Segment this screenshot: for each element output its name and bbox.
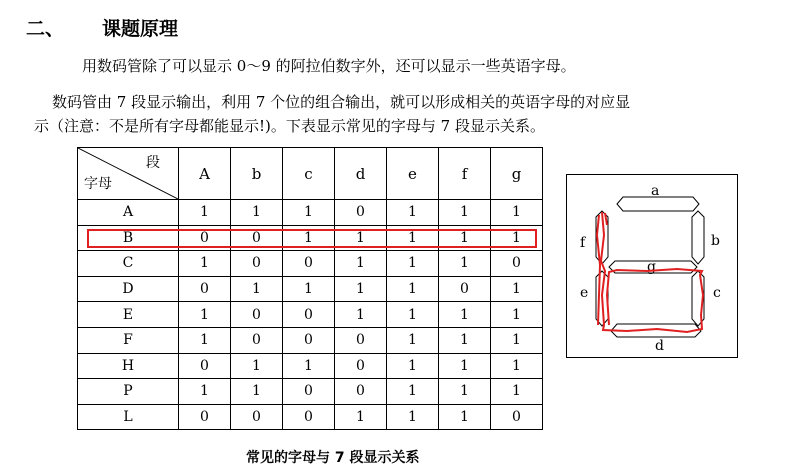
segment-value-cell: 1 xyxy=(491,225,543,251)
paragraph-explanation-line2: 示（注意：不是所有字母都能显示!)。下表显示常见的字母与 7 段显示关系。 xyxy=(34,117,545,135)
row-letter-cell: H xyxy=(78,353,179,379)
segment-value-cell: 1 xyxy=(179,200,231,226)
segment-value-cell: 0 xyxy=(283,302,335,328)
segment-value-cell: 1 xyxy=(387,276,439,302)
segment-value-cell: 1 xyxy=(491,327,543,353)
segment-f-label: f xyxy=(580,235,586,251)
segment-value-cell: 1 xyxy=(335,302,387,328)
corner-segment-label: 段 xyxy=(146,155,160,171)
segment-value-cell: 0 xyxy=(179,276,231,302)
segment-value-cell: 0 xyxy=(179,225,231,251)
segment-g-label: g xyxy=(647,259,656,275)
segment-value-cell: 1 xyxy=(439,327,491,353)
segment-value-cell: 1 xyxy=(335,225,387,251)
column-header-b: b xyxy=(231,148,283,200)
segment-value-cell: 0 xyxy=(179,404,231,430)
segment-value-cell: 1 xyxy=(335,276,387,302)
segment-value-cell: 1 xyxy=(283,353,335,379)
row-letter-cell: P xyxy=(78,379,179,405)
column-header-A: A xyxy=(179,148,231,200)
segment-e-label: e xyxy=(580,285,589,301)
segment-value-cell: 1 xyxy=(179,251,231,277)
column-header-c: c xyxy=(283,148,335,200)
segment-value-cell: 0 xyxy=(231,225,283,251)
corner-letter-label: 字母 xyxy=(84,176,112,192)
segment-value-cell: 1 xyxy=(491,276,543,302)
section-title: 课题原理 xyxy=(102,18,179,40)
segment-value-cell: 1 xyxy=(439,302,491,328)
table-row xyxy=(78,276,543,302)
segment-value-cell: 1 xyxy=(439,225,491,251)
segment-value-cell: 1 xyxy=(231,353,283,379)
segment-a-label: a xyxy=(651,183,660,199)
segment-value-cell: 0 xyxy=(231,251,283,277)
segment-value-cell: 1 xyxy=(387,225,439,251)
segment-value-cell: 1 xyxy=(179,302,231,328)
paragraph-intro: 用数码管除了可以显示 0～9 的阿拉伯数字外，还可以显示一些英语字母。 xyxy=(82,57,576,75)
segment-value-cell: 0 xyxy=(283,404,335,430)
table-caption: 常见的字母与 7 段显示关系 xyxy=(246,450,420,466)
seven-segment-diagram xyxy=(566,174,738,358)
segment-value-cell: 1 xyxy=(387,379,439,405)
segment-value-cell: 0 xyxy=(179,353,231,379)
segment-value-cell: 1 xyxy=(491,379,543,405)
section-number: 二、 xyxy=(26,18,65,40)
table-row xyxy=(78,353,543,379)
segment-value-cell: 0 xyxy=(283,379,335,405)
segment-value-cell: 1 xyxy=(231,379,283,405)
segment-value-cell: 1 xyxy=(283,200,335,226)
row-letter-cell: A xyxy=(78,200,179,226)
segment-value-cell: 1 xyxy=(283,225,335,251)
column-header-g: g xyxy=(491,148,543,200)
segment-c-label: c xyxy=(713,285,721,301)
segment-table xyxy=(77,147,543,430)
segment-a-shape xyxy=(617,197,699,211)
segment-value-cell: 1 xyxy=(387,353,439,379)
column-header-f: f xyxy=(439,148,491,200)
segment-value-cell: 1 xyxy=(439,200,491,226)
segment-value-cell: 0 xyxy=(335,353,387,379)
segment-value-cell: 1 xyxy=(179,379,231,405)
segment-value-cell: 0 xyxy=(231,327,283,353)
segment-value-cell: 1 xyxy=(387,302,439,328)
paragraph-explanation-line1: 数码管由 7 段显示输出，利用 7 个位的组合输出，就可以形成相关的英语字母的对应显 xyxy=(52,93,631,111)
segment-value-cell: 1 xyxy=(335,251,387,277)
row-letter-cell: C xyxy=(78,251,179,277)
row-b-highlight-box xyxy=(87,229,537,248)
table-row xyxy=(78,302,543,328)
row-letter-cell: F xyxy=(78,327,179,353)
segment-b-label: b xyxy=(711,233,720,249)
segment-value-cell: 1 xyxy=(283,276,335,302)
segment-value-cell: 0 xyxy=(335,379,387,405)
column-header-d: d xyxy=(335,148,387,200)
segment-value-cell: 1 xyxy=(439,353,491,379)
row-letter-cell: B xyxy=(78,225,179,251)
segment-value-cell: 0 xyxy=(283,251,335,277)
segment-value-cell: 1 xyxy=(491,200,543,226)
table-row xyxy=(78,379,543,405)
row-letter-cell: E xyxy=(78,302,179,328)
segment-value-cell: 1 xyxy=(387,251,439,277)
table-row xyxy=(78,200,543,226)
segment-value-cell: 1 xyxy=(491,302,543,328)
segment-value-cell: 1 xyxy=(387,404,439,430)
segment-value-cell: 1 xyxy=(231,276,283,302)
segment-value-cell: 1 xyxy=(439,251,491,277)
segment-value-cell: 1 xyxy=(179,327,231,353)
table-corner-cell xyxy=(78,148,179,200)
segment-value-cell: 0 xyxy=(491,404,543,430)
segment-value-cell: 1 xyxy=(439,404,491,430)
segment-value-cell: 1 xyxy=(387,327,439,353)
segment-value-cell: 0 xyxy=(335,327,387,353)
segment-value-cell: 1 xyxy=(491,353,543,379)
segment-value-cell: 1 xyxy=(335,404,387,430)
section-heading xyxy=(26,14,178,41)
segment-value-cell: 1 xyxy=(387,200,439,226)
row-letter-cell: L xyxy=(78,404,179,430)
segment-value-cell: 0 xyxy=(439,276,491,302)
table-row xyxy=(78,251,543,277)
segment-value-cell: 1 xyxy=(231,200,283,226)
table-row xyxy=(78,404,543,430)
segment-d-label: d xyxy=(655,338,664,354)
row-letter-cell: D xyxy=(78,276,179,302)
segment-b-shape xyxy=(692,211,704,264)
segment-value-cell: 0 xyxy=(335,200,387,226)
segment-value-cell: 1 xyxy=(439,379,491,405)
table-row xyxy=(78,327,543,353)
segment-value-cell: 0 xyxy=(283,327,335,353)
table-header-row xyxy=(78,148,543,200)
segment-value-cell: 0 xyxy=(231,302,283,328)
segment-value-cell: 0 xyxy=(231,404,283,430)
column-header-e: e xyxy=(387,148,439,200)
segment-value-cell: 0 xyxy=(491,251,543,277)
